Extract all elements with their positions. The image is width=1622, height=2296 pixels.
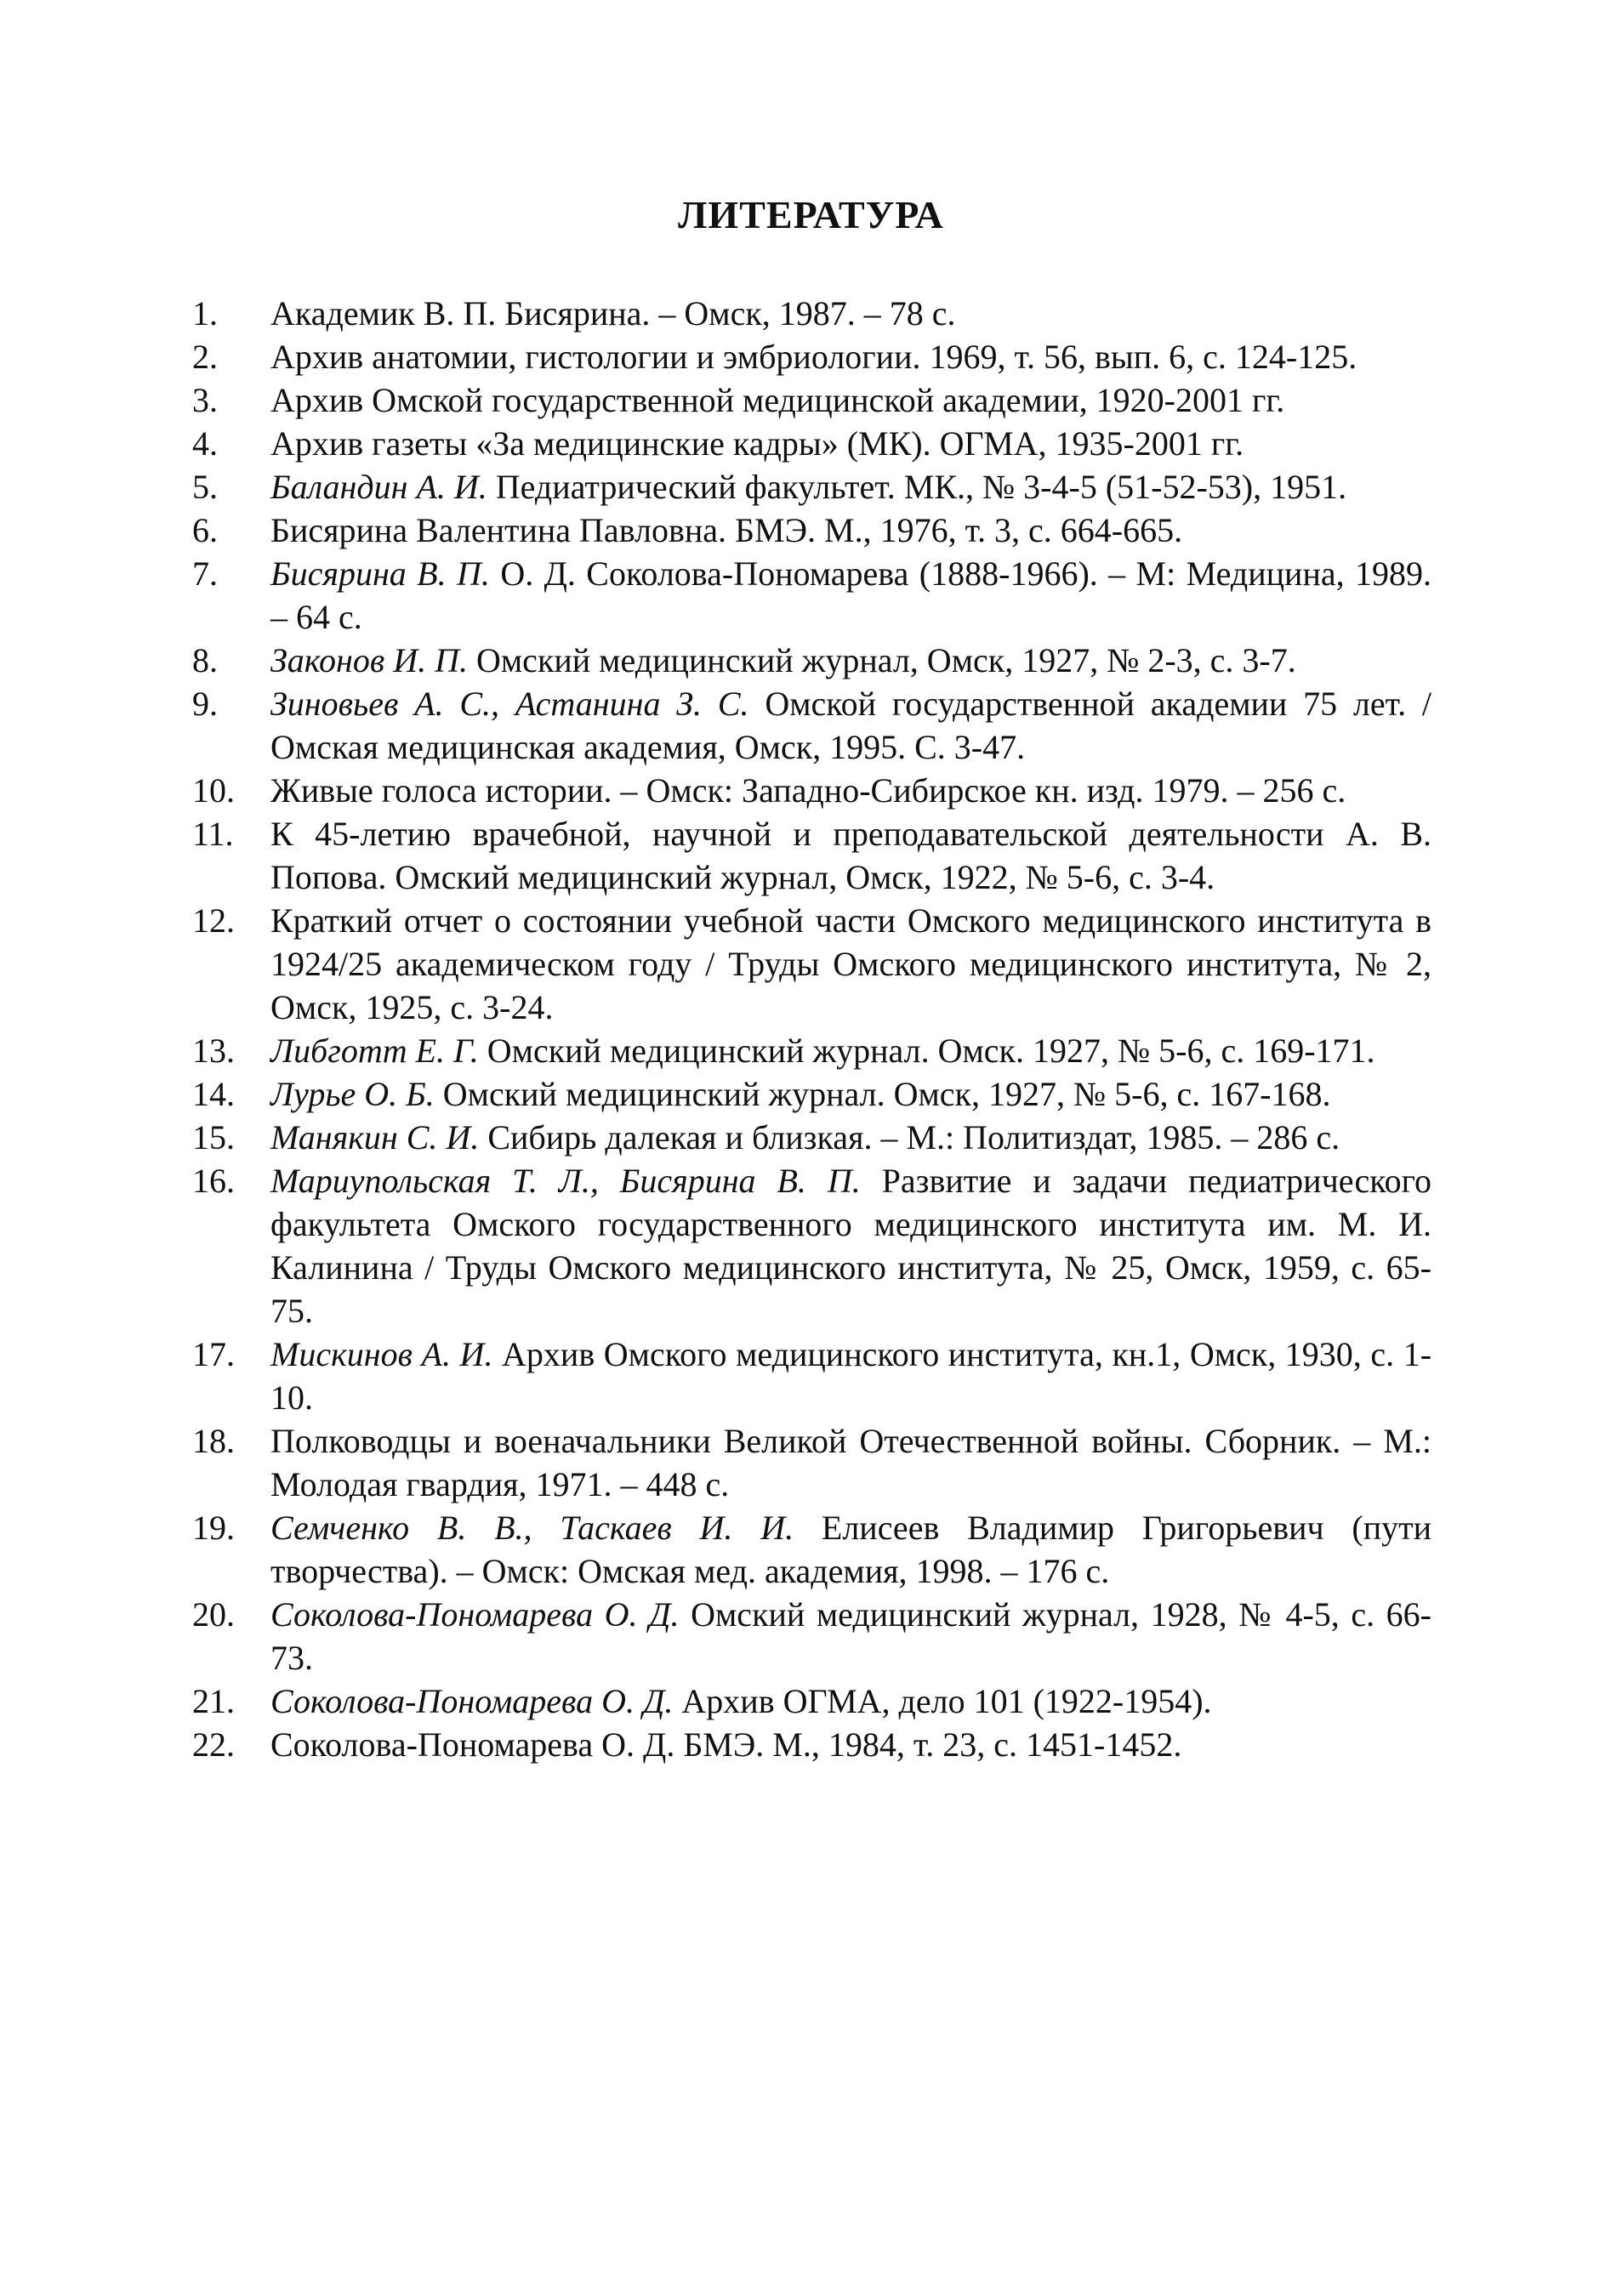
reference-item [192,552,1431,639]
reference-body [270,899,1431,1029]
reference-text: Педиатрический факультет. МК., № 3-4-5 (51-52-53), 1951. [495,468,1347,506]
reference-number: 15. [192,1118,235,1157]
reference-text: Омский медицинский журнал. Омск. 1927, № 5-6, с. 169-171. [487,1031,1375,1070]
reference-author: Лурье О. Б. [270,1075,435,1113]
reference-author: Семченко В. В., Таскаев И. И. [270,1509,794,1547]
reference-number: 17. [192,1335,235,1373]
reference-number: 4. [192,424,218,463]
reference-body [270,769,1431,812]
reference-body [270,1593,1431,1679]
reference-body [270,1333,1431,1419]
reference-item [192,812,1431,899]
reference-body [270,1419,1431,1506]
reference-body [270,552,1431,639]
reference-body [270,1679,1431,1723]
reference-item [192,1506,1431,1593]
reference-text: Елисеев Владимир Григорьевич (пути творчества). – Омск: Омская мед. академия, 1998. – 176 с. [270,1509,1432,1590]
reference-author: Законов И. П. [270,641,468,679]
reference-body [270,1072,1431,1116]
reference-text: К 45-летию врачебной, научной и преподавательской деятельности А. В. Попова. Омский медицинский журнал, Омск, 1922, № 5-6, с. 3-4. [270,815,1431,896]
reference-body [270,335,1431,378]
reference-item [192,1029,1431,1072]
reference-item [192,899,1431,1029]
reference-number: 19. [192,1509,235,1547]
reference-author: Либготт Е. Г. [270,1031,479,1070]
reference-text: Омской государственной академии 75 лет. / Омская медицинская академия, Омск, 1995. С. 3-47. [270,685,1431,766]
reference-text: Полководцы и военачальники Великой Отечественной войны. Сборник. – М.: Молодая гвардия, 1971. – 448 с. [270,1422,1431,1503]
reference-text: Краткий отчет о состоянии учебной части Омского медицинского института в 1924/25 академическом году / Труды Омского медицинского института, № 2, Омск, 1925, с. 3-24. [270,901,1431,1026]
reference-number: 8. [192,641,218,679]
reference-number: 13. [192,1031,235,1070]
reference-body [270,1159,1431,1333]
reference-number: 3. [192,381,218,419]
reference-number: 16. [192,1162,235,1200]
reference-list [192,292,1431,1766]
reference-item [192,378,1431,422]
reference-item [192,1593,1431,1679]
reference-author: Баландин А. И. [270,468,487,506]
reference-body [270,378,1431,422]
reference-author: Зиновьев А. С., Астанина З. С. [270,685,749,723]
reference-body [270,812,1431,899]
reference-number: 18. [192,1422,235,1460]
reference-item [192,682,1431,769]
reference-body [270,1029,1431,1072]
reference-item [192,1723,1431,1766]
reference-text: О. Д. Соколова-Пономарева (1888-1966). – М: Медицина, 1989. – 64 с. [270,554,1432,636]
reference-item [192,769,1431,812]
reference-item [192,1419,1431,1506]
reference-text: Архив Омского медицинского института, кн.1, Омск, 1930, с. 1-10. [270,1335,1432,1417]
reference-body [270,639,1431,682]
reference-text: Соколова-Пономарева О. Д. БМЭ. М., 1984, т. 23, с. 1451-1452. [270,1725,1182,1764]
reference-body [270,1723,1431,1766]
reference-author: Бисярина В. П. [270,554,490,593]
reference-item [192,1159,1431,1333]
reference-number: 6. [192,511,218,549]
reference-item [192,335,1431,378]
reference-text: Бисярина Валентина Павловна. БМЭ. М., 1976, т. 3, с. 664-665. [270,511,1183,549]
reference-author: Мискинов А. И. [270,1335,493,1373]
reference-text: Омский медицинский журнал, 1928, № 4-5, с. 66-73. [270,1595,1432,1677]
reference-item [192,639,1431,682]
reference-author: Соколова-Пономарева О. Д. [270,1595,680,1634]
reference-number: 5. [192,468,218,506]
reference-number: 14. [192,1075,235,1113]
reference-number: 11. [192,815,234,853]
reference-text: Академик В. П. Бисярина. – Омск, 1987. – 78 с. [270,294,956,332]
reference-item [192,1072,1431,1116]
reference-author: Соколова-Пономарева О. Д. [270,1682,674,1720]
reference-item [192,465,1431,509]
reference-text: Живые голоса истории. – Омск: Западно-Сибирское кн. изд. 1979. – 256 с. [270,771,1346,810]
reference-number: 12. [192,901,235,940]
reference-text: Сибирь далекая и близкая. – М.: Политиздат, 1985. – 286 с. [487,1118,1340,1157]
reference-number: 9. [192,685,218,723]
reference-text: Архив Омской государственной медицинской академии, 1920-2001 гг. [270,381,1285,419]
reference-item [192,292,1431,335]
reference-number: 10. [192,771,235,810]
reference-text: Архив ОГМА, дело 101 (1922-1954). [681,1682,1212,1720]
reference-author: Манякин С. И. [270,1118,480,1157]
reference-body [270,422,1431,465]
reference-item [192,1333,1431,1419]
reference-text: Развитие и задачи педиатрического факультета Омского государственного медицинского института им. М. И. Калинина / Труды Омского медицинского института, № 25, Омск, 1959, с. 65-75. [270,1162,1432,1330]
page-title: ЛИТЕРАТУРА [678,193,944,236]
reference-body [270,292,1431,335]
reference-item [192,1116,1431,1159]
reference-number: 7. [192,554,218,593]
reference-text: Архив анатомии, гистологии и эмбриологии. 1969, т. 56, вып. 6, с. 124-125. [270,338,1357,376]
reference-body [270,465,1431,509]
reference-number: 22. [192,1725,235,1764]
reference-author: Мариупольская Т. Л., Бисярина В. П. [270,1162,861,1200]
reference-body [270,682,1431,769]
reference-number: 21. [192,1682,235,1720]
reference-body [270,1506,1431,1593]
reference-text: Омский медицинский журнал, Омск, 1927, № 2-3, с. 3-7. [475,641,1296,679]
reference-text: Архив газеты «За медицинские кадры» (МК). ОГМА, 1935-2001 гг. [270,424,1244,463]
reference-text: Омский медицинский журнал. Омск, 1927, № 5-6, с. 167-168. [442,1075,1331,1113]
reference-body [270,509,1431,552]
reference-number: 2. [192,338,218,376]
reference-number: 20. [192,1595,235,1634]
reference-number: 1. [192,294,218,332]
reference-body [270,1116,1431,1159]
reference-item [192,422,1431,465]
reference-item [192,509,1431,552]
reference-item [192,1679,1431,1723]
